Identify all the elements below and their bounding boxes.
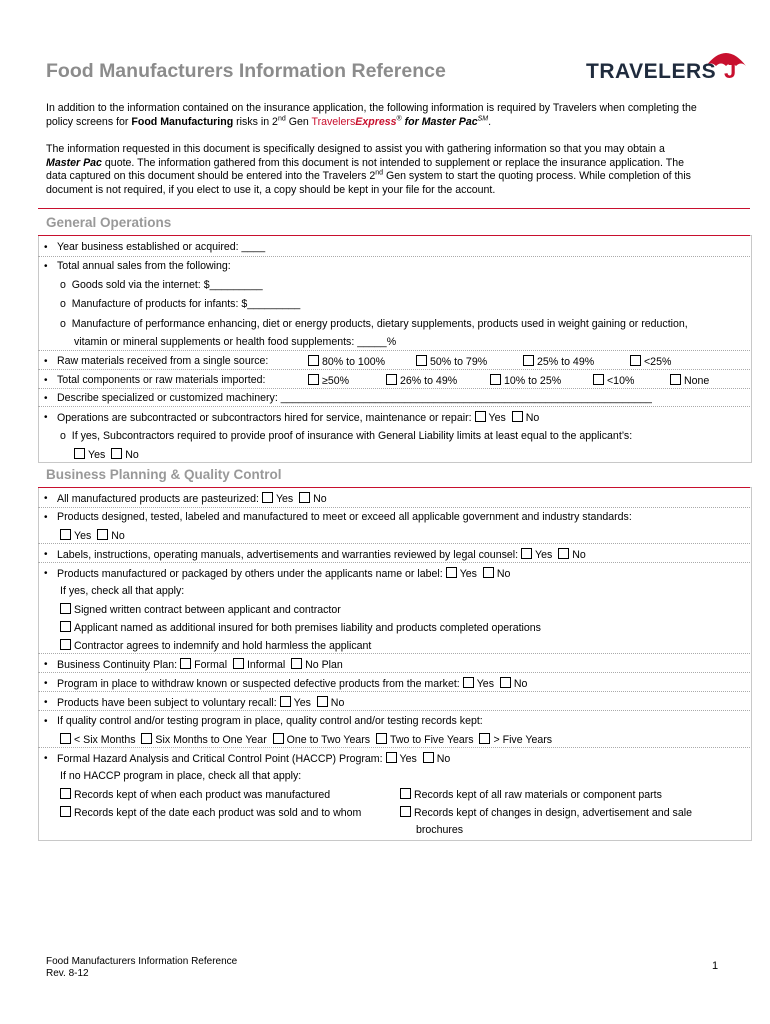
list-item: • Operations are subcontracted or subcontractors hired for service, maintenance or repair: Yes No	[46, 411, 539, 425]
checkbox[interactable]	[386, 752, 397, 763]
yes-no[interactable]: Yes No	[74, 448, 139, 462]
list-item: • Raw materials received from a single source:	[46, 355, 268, 368]
checkbox[interactable]	[558, 548, 569, 559]
checkbox[interactable]	[463, 677, 474, 688]
list-item: vitamin or mineral supplements or health food supplements: _____%	[74, 336, 397, 348]
footer	[46, 956, 237, 980]
checkbox[interactable]	[376, 733, 387, 744]
checkbox[interactable]	[523, 355, 534, 366]
comp-under-10[interactable]: <10%	[593, 374, 634, 388]
checkbox[interactable]	[299, 492, 310, 503]
list-item: • Total components or raw materials imported:	[46, 374, 265, 387]
footer-title: Food Manufacturers Information Reference	[46, 956, 238, 967]
checkbox[interactable]	[423, 752, 434, 763]
checkbox[interactable]	[446, 567, 457, 578]
travelers-logo	[586, 46, 746, 92]
checkbox[interactable]	[60, 529, 71, 540]
logo-hook: J	[724, 58, 737, 83]
list-item: o Manufacture of performance enhancing, diet or energy products, dietary supplements, products used in weight gaining or reduction,	[60, 318, 688, 330]
raw-under-25[interactable]: <25%	[630, 355, 671, 369]
list-item[interactable]: Records kept of changes in design, advertisement and sale	[400, 806, 692, 820]
checkbox[interactable]	[479, 733, 490, 744]
qc-options[interactable]: < Six Months Six Months to One Year One to Two Years Two to Five Years > Five Years	[60, 733, 552, 747]
checkbox[interactable]	[74, 448, 85, 459]
checkbox[interactable]	[97, 529, 108, 540]
list-item: • Year business established or acquired: ____	[46, 241, 265, 254]
list-item[interactable]: Applicant named as additional insured for both premises liability and products completed operations	[60, 621, 541, 635]
checkbox[interactable]	[400, 788, 411, 799]
divider	[38, 235, 750, 236]
checkbox[interactable]	[630, 355, 641, 366]
list-item: • Labels, instructions, operating manuals, advertisements and warranties reviewed by legal counsel: Yes No	[46, 548, 586, 562]
general-operations-heading: General Operations	[46, 215, 172, 230]
checkbox[interactable]	[512, 411, 523, 422]
list-item: • Products have been subject to voluntary recall: Yes No	[46, 696, 344, 710]
checkbox[interactable]	[280, 696, 291, 707]
checkbox[interactable]	[262, 492, 273, 503]
comp-50-plus[interactable]: ≥50%	[308, 374, 349, 388]
footer-rev: Rev. 8-12	[46, 968, 89, 979]
comp-none[interactable]: None	[670, 374, 709, 388]
checkbox[interactable]	[483, 567, 494, 578]
checkbox[interactable]	[670, 374, 681, 385]
list-item[interactable]: Records kept of the date each product was sold and to whom	[60, 806, 361, 820]
list-item: brochures	[416, 824, 464, 836]
checkbox[interactable]	[317, 696, 328, 707]
list-item: If no HACCP program in place, check all that apply:	[60, 770, 302, 782]
checkbox[interactable]	[416, 355, 427, 366]
comp-10-25[interactable]: 10% to 25%	[490, 374, 561, 388]
checkbox[interactable]	[60, 733, 71, 744]
list-item[interactable]: Records kept of when each product was manufactured	[60, 788, 330, 802]
list-item: o Manufacture of products for infants: $_________	[60, 298, 301, 310]
checkbox[interactable]	[60, 806, 71, 817]
checkbox[interactable]	[490, 374, 501, 385]
checkbox[interactable]	[475, 411, 486, 422]
comp-26-49[interactable]: 26% to 49%	[386, 374, 457, 388]
list-item: • Formal Hazard Analysis and Critical Control Point (HACCP) Program: Yes No	[46, 752, 450, 766]
page-number: 1	[712, 960, 719, 972]
intro-paragraph-2: The information requested in this document is specifically designed to assist you with gathering information so that you may obtain a Master Pac quote. The information gathered from this document is not intended to supplement or replace the insurance application. The data captured on this document should be entered into the Travelers 2nd Gen system to start the quoting process. While completion of this document is not required, if you elect to use it, a copy should be kept in your file for the account.	[46, 143, 691, 196]
list-item[interactable]: Contractor agrees to indemnify and hold harmless the applicant	[60, 639, 371, 653]
checkbox[interactable]	[521, 548, 532, 559]
list-item: • Program in place to withdraw known or suspected defective products from the market: Yes No	[46, 677, 527, 691]
checkbox[interactable]	[111, 448, 122, 459]
list-item[interactable]: Signed written contract between applicant and contractor	[60, 603, 341, 617]
list-item: • Describe specialized or customized machinery: _______________________________________________________________	[46, 392, 652, 405]
checkbox[interactable]	[308, 355, 319, 366]
checkbox[interactable]	[308, 374, 319, 385]
checkbox[interactable]	[60, 603, 71, 614]
raw-80-100[interactable]: 80% to 100%	[308, 355, 385, 369]
divider	[38, 208, 750, 209]
page-title: Food Manufacturers Information Reference	[46, 60, 446, 82]
business-planning-heading: Business Planning & Quality Control	[46, 467, 282, 482]
checkbox[interactable]	[291, 658, 302, 669]
checkbox[interactable]	[386, 374, 397, 385]
checkbox[interactable]	[180, 658, 191, 669]
list-item[interactable]: Records kept of all raw materials or component parts	[400, 788, 662, 802]
checkbox[interactable]	[273, 733, 284, 744]
list-item: o Goods sold via the internet: $_________	[60, 279, 263, 291]
logo-wordmark: TRAVELERS	[586, 60, 717, 83]
list-item: • Total annual sales from the following:	[46, 260, 231, 273]
list-item: o If yes, Subcontractors required to provide proof of insurance with General Liability limits at least equal to the applicant’s:	[60, 430, 633, 442]
yes-no[interactable]: Yes No	[60, 529, 125, 543]
list-item: • Products designed, tested, labeled and manufactured to meet or exceed all applicable government and industry standards:	[46, 511, 632, 524]
checkbox[interactable]	[400, 806, 411, 817]
list-item: If yes, check all that apply:	[60, 585, 185, 597]
checkbox[interactable]	[60, 788, 71, 799]
checkbox[interactable]	[60, 621, 71, 632]
checkbox[interactable]	[233, 658, 244, 669]
checkbox[interactable]	[141, 733, 152, 744]
checkbox[interactable]	[60, 639, 71, 650]
raw-25-49[interactable]: 25% to 49%	[523, 355, 594, 369]
checkbox[interactable]	[593, 374, 604, 385]
list-item: • Products manufactured or packaged by others under the applicants name or label: Yes No	[46, 567, 510, 581]
raw-50-79[interactable]: 50% to 79%	[416, 355, 487, 369]
list-item: • If quality control and/or testing program in place, quality control and/or testing records kept:	[46, 715, 483, 728]
list-item: • Business Continuity Plan: Formal Informal No Plan	[46, 658, 343, 672]
intro-paragraph-1: In addition to the information contained on the insurance application, the following information is required by Travelers when completing the policy screens for Food Manufacturing risks in 2nd Gen TravelersExpress® for Master Pac℠.	[46, 102, 697, 128]
list-item: • All manufactured products are pasteurized: Yes No	[46, 492, 327, 506]
checkbox[interactable]	[500, 677, 511, 688]
divider	[38, 487, 750, 488]
